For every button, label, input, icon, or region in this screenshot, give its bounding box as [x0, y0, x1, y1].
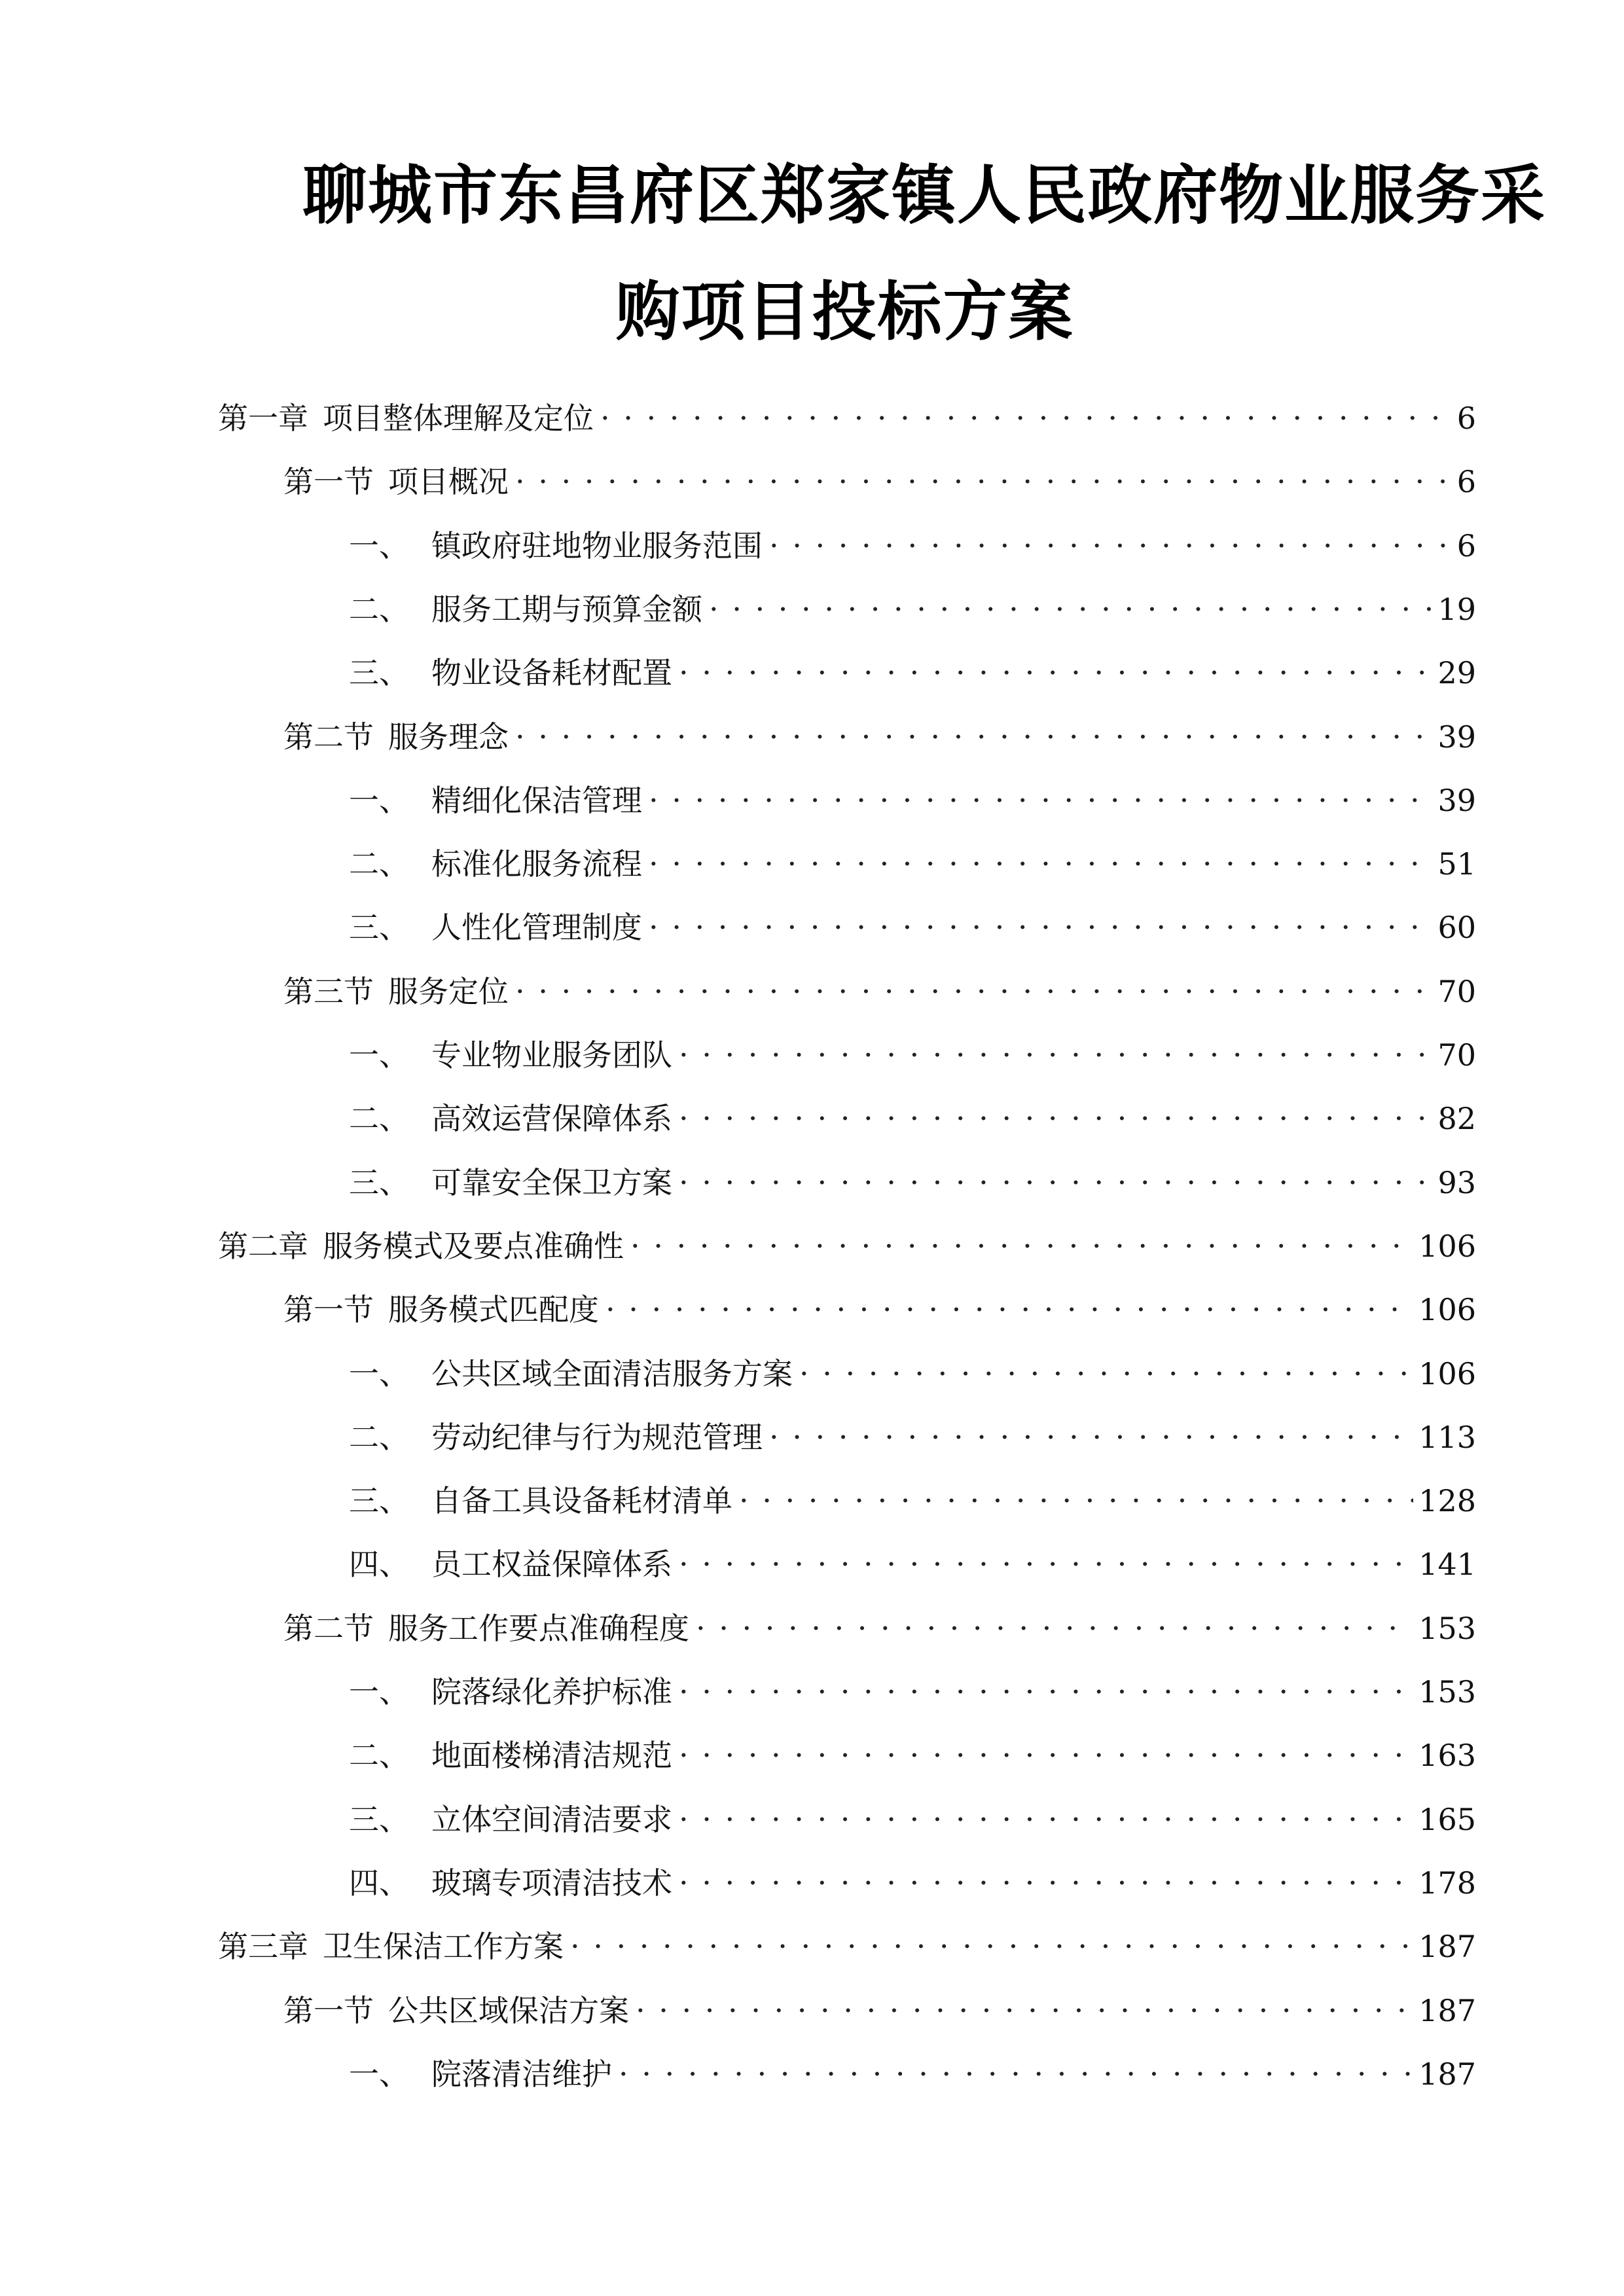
toc-entry[interactable]: [349, 517, 1476, 564]
toc-dot-leader: [649, 835, 1432, 874]
toc-entry-page-number: 106: [1418, 1355, 1476, 1391]
toc-dot-leader: [679, 1663, 1413, 1702]
toc-entry-label: [349, 1545, 672, 1584]
toc-entry-prefix: 二、: [349, 1101, 409, 1137]
toc-entry-prefix: 一、: [349, 1037, 409, 1073]
toc-entry-title: 人性化管理制度: [431, 910, 642, 946]
toc-entry-label: [349, 526, 763, 565]
toc-entry-page-number: 153: [1418, 1610, 1476, 1646]
toc-entry[interactable]: [283, 1600, 1476, 1646]
toc-entry-label: [349, 1418, 763, 1457]
toc-entry-label: [349, 590, 702, 629]
toc-entry[interactable]: [218, 1918, 1476, 1965]
toc-entry-title: 公共区域保洁方案: [388, 1992, 629, 2028]
toc-dot-leader: [649, 899, 1432, 938]
toc-entry-page-number: 163: [1418, 1738, 1476, 1774]
toc-entry-label: [349, 1481, 732, 1520]
toc-entry[interactable]: [283, 1982, 1476, 2028]
toc-entry-prefix: 第二章: [218, 1228, 308, 1264]
toc-entry[interactable]: [349, 835, 1476, 882]
toc-entry-title: 镇政府驻地物业服务范围: [431, 528, 763, 564]
toc-entry[interactable]: [218, 389, 1476, 436]
toc-dot-leader: [679, 1791, 1413, 1830]
toc-dot-leader: [709, 581, 1432, 620]
toc-entry-label: [349, 1163, 672, 1202]
toc-entry[interactable]: [349, 1854, 1476, 1901]
toc-entry[interactable]: [218, 1217, 1476, 1264]
toc-entry-label: [218, 1227, 624, 1266]
toc-entry-page-number: 51: [1437, 846, 1476, 882]
toc-dot-leader: [649, 772, 1432, 811]
toc-entry-title: 可靠安全保卫方案: [431, 1164, 672, 1200]
toc-entry-label: [349, 1800, 672, 1839]
toc-entry[interactable]: [283, 1281, 1476, 1328]
toc-entry-page-number: 19: [1437, 591, 1476, 627]
toc-entry-title: 卫生保洁工作方案: [323, 1929, 564, 1965]
toc-dot-leader: [739, 1472, 1413, 1511]
toc-entry-label: [283, 1609, 689, 1648]
toc-entry-prefix: 二、: [349, 1419, 409, 1455]
toc-dot-leader: [679, 1026, 1432, 1066]
toc-entry[interactable]: [349, 1345, 1476, 1391]
toc-entry-prefix: 一、: [349, 782, 409, 818]
toc-dot-leader: [515, 708, 1432, 747]
toc-entry[interactable]: [349, 1154, 1476, 1200]
toc-entry[interactable]: [283, 453, 1476, 500]
toc-entry-prefix: 四、: [349, 1547, 409, 1583]
toc-dot-leader: [769, 517, 1452, 556]
toc-entry-title: 服务定位: [388, 973, 509, 1009]
toc-entry-page-number: 165: [1418, 1801, 1476, 1837]
toc-entry-label: [283, 717, 509, 757]
toc-entry-page-number: 187: [1418, 2056, 1476, 2092]
toc-entry-title: 项目整体理解及定位: [323, 401, 594, 436]
toc-entry-title: 地面楼梯清洁规范: [431, 1738, 672, 1774]
toc-dot-leader: [679, 1854, 1413, 1893]
toc-entry-title: 自备工具设备耗材清单: [431, 1483, 732, 1519]
toc-entry-prefix: 三、: [349, 1483, 409, 1519]
toc-entry-prefix: 三、: [349, 910, 409, 946]
toc-entry[interactable]: [349, 2045, 1476, 2092]
toc-entry-prefix: 第三章: [218, 1929, 308, 1965]
toc-entry-title: 高效运营保障体系: [431, 1101, 672, 1137]
toc-entry-prefix: 二、: [349, 591, 409, 627]
toc-entry-prefix: 第二节: [283, 1610, 374, 1646]
toc-entry[interactable]: [349, 772, 1476, 818]
toc-entry-label: [349, 781, 642, 820]
document-title-line-1: 聊城市东昌府区郑家镇人民政府物业服务采: [302, 158, 1547, 233]
toc-dot-leader: [515, 453, 1452, 492]
toc-entry-label: [218, 399, 594, 438]
toc-entry-title: 标准化服务流程: [431, 846, 642, 882]
toc-entry-label: [349, 1099, 672, 1138]
toc-entry[interactable]: [349, 1472, 1476, 1519]
toc-entry-page-number: 187: [1418, 1992, 1476, 2028]
toc-entry-label: [349, 1736, 672, 1775]
toc-entry-title: 项目概况: [388, 464, 509, 500]
toc-entry-label: [283, 1290, 599, 1329]
toc-entry-label: [218, 1927, 564, 1966]
toc-entry[interactable]: [283, 708, 1476, 755]
toc-entry-page-number: 128: [1418, 1483, 1476, 1519]
toc-entry-title: 服务理念: [388, 719, 509, 755]
toc-entry-page-number: 39: [1437, 782, 1476, 818]
toc-dot-leader: [619, 2045, 1413, 2085]
toc-entry-title: 物业设备耗材配置: [431, 655, 672, 691]
toc-entry-page-number: 187: [1418, 1929, 1476, 1965]
toc-entry-prefix: 第一节: [283, 1292, 374, 1328]
toc-entry-page-number: 106: [1418, 1292, 1476, 1328]
document-title-line-2: 购项目投标方案: [615, 274, 1074, 350]
toc-entry-title: 专业物业服务团队: [431, 1037, 672, 1073]
toc-entry-title: 院落清洁维护: [431, 2056, 612, 2092]
toc-entry-title: 员工权益保障体系: [431, 1547, 672, 1583]
toc-entry-page-number: 39: [1437, 719, 1476, 755]
toc-entry-title: 立体空间清洁要求: [431, 1801, 672, 1837]
toc-entry-prefix: 四、: [349, 1865, 409, 1901]
toc-dot-leader: [679, 1090, 1432, 1129]
toc-entry[interactable]: [283, 963, 1476, 1009]
toc-entry-page-number: 6: [1456, 528, 1476, 564]
toc-dot-leader: [679, 1727, 1413, 1766]
toc-entry-label: [349, 1672, 672, 1712]
toc-entry-title: 服务模式及要点准确性: [323, 1228, 624, 1264]
toc-entry-page-number: 106: [1418, 1228, 1476, 1264]
toc-entry-label: [349, 908, 642, 947]
toc-entry-prefix: 一、: [349, 2056, 409, 2092]
toc-entry[interactable]: [349, 1791, 1476, 1837]
toc-dot-leader: [679, 644, 1432, 683]
toc-entry[interactable]: [349, 644, 1476, 691]
toc-entry-page-number: 6: [1456, 464, 1476, 500]
toc-entry-title: 院落绿化养护标准: [431, 1674, 672, 1710]
toc-entry-label: [349, 1035, 672, 1075]
toc-entry-page-number: 70: [1437, 1037, 1476, 1073]
toc-dot-leader: [769, 1408, 1413, 1448]
toc-dot-leader: [799, 1345, 1413, 1384]
toc-dot-leader: [605, 1281, 1413, 1320]
toc-dot-leader: [636, 1982, 1413, 2021]
toc-entry-prefix: 第三节: [283, 973, 374, 1009]
toc-entry-title: 精细化保洁管理: [431, 782, 642, 818]
toc-entry-title: 玻璃专项清洁技术: [431, 1865, 672, 1901]
toc-dot-leader: [630, 1217, 1413, 1257]
toc-entry-prefix: 二、: [349, 846, 409, 882]
toc-entry-prefix: 第一节: [283, 464, 374, 500]
toc-dot-leader: [696, 1600, 1413, 1639]
toc-entry-page-number: 178: [1418, 1865, 1476, 1901]
toc-entry-page-number: 113: [1418, 1419, 1476, 1455]
toc-entry-label: [349, 2054, 612, 2094]
toc-entry-title: 服务工期与预算金额: [431, 591, 702, 627]
toc-entry-label: [349, 1354, 793, 1393]
toc-entry-page-number: 29: [1437, 655, 1476, 691]
toc-entry-title: 公共区域全面清洁服务方案: [431, 1355, 793, 1391]
toc-entry-page-number: 70: [1437, 973, 1476, 1009]
toc-entry-prefix: 一、: [349, 1355, 409, 1391]
toc-entry-label: [349, 1863, 672, 1903]
toc-dot-leader: [679, 1154, 1432, 1193]
toc-dot-leader: [600, 389, 1452, 429]
toc-entry-label: [283, 972, 509, 1011]
toc-entry[interactable]: [349, 1727, 1476, 1774]
toc-entry-prefix: 第二节: [283, 719, 374, 755]
toc-dot-leader: [679, 1535, 1413, 1575]
toc-entry-page-number: 93: [1437, 1164, 1476, 1200]
toc-entry-prefix: 第一章: [218, 401, 308, 436]
toc-entry-label: [283, 1991, 629, 2030]
toc-entry-prefix: 一、: [349, 1674, 409, 1710]
toc-entry[interactable]: [349, 1408, 1476, 1455]
toc-entry-prefix: 三、: [349, 655, 409, 691]
toc-entry-page-number: 82: [1437, 1101, 1476, 1137]
toc-entry-title: 服务模式匹配度: [388, 1292, 599, 1328]
toc-entry-page-number: 153: [1418, 1674, 1476, 1710]
toc-entry-page-number: 141: [1418, 1547, 1476, 1583]
toc-entry-label: [349, 844, 642, 884]
toc-entry-prefix: 三、: [349, 1164, 409, 1200]
toc-entry[interactable]: [349, 581, 1476, 627]
toc-entry[interactable]: [349, 899, 1476, 946]
toc-entry-label: [349, 653, 672, 692]
toc-entry[interactable]: [349, 1026, 1476, 1073]
toc-entry[interactable]: [349, 1663, 1476, 1710]
toc-entry[interactable]: [349, 1090, 1476, 1137]
toc-entry-page-number: 60: [1437, 910, 1476, 946]
toc-entry[interactable]: [349, 1535, 1476, 1583]
toc-entry-label: [283, 462, 509, 501]
toc-entry-title: 劳动纪律与行为规范管理: [431, 1419, 763, 1455]
toc-entry-prefix: 一、: [349, 528, 409, 564]
toc-entry-page-number: 6: [1456, 401, 1476, 436]
toc-dot-leader: [570, 1918, 1413, 1957]
toc-entry-prefix: 第一节: [283, 1992, 374, 2028]
toc-entry-title: 服务工作要点准确程度: [388, 1610, 689, 1646]
toc-entry-prefix: 二、: [349, 1738, 409, 1774]
toc-dot-leader: [515, 963, 1432, 1002]
toc-entry-prefix: 三、: [349, 1801, 409, 1837]
